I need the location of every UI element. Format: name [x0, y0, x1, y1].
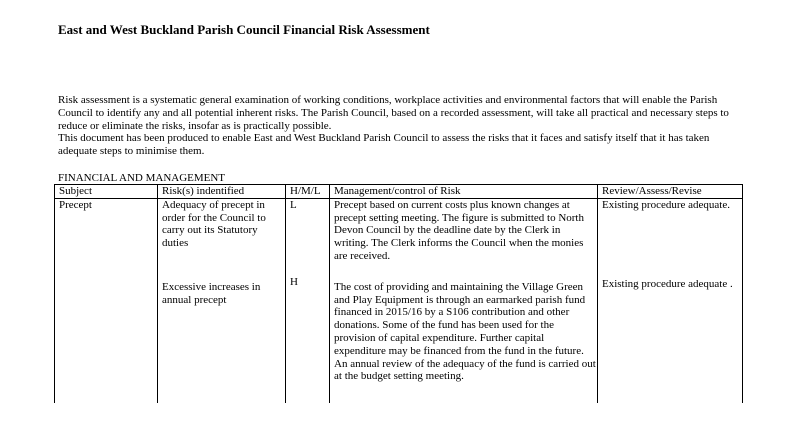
header-review: Review/Assess/Revise	[598, 185, 743, 199]
intro-paragraph: Risk assessment is a systematic general examination of working conditions, workplace activities and environmental factors that will enable the Parish Council to identify any and all potential inherent risks. The Parish Council, based on a recorded assessment, will take all practical and necessary steps to reduce or eliminate the risks, insofar as is practically possible.	[58, 94, 729, 132]
cell-management	[330, 198, 598, 403]
document-title: East and West Buckland Parish Council Financial Risk Assessment	[58, 22, 430, 37]
review-text: Existing procedure adequate .	[602, 277, 733, 290]
risk-text: Excessive increases in annual precept	[162, 280, 261, 306]
risk-table	[54, 184, 743, 403]
table-header-row	[55, 185, 743, 199]
table-row	[55, 198, 743, 403]
intro-paragraph: This document has been produced to enable East and West Buckland Parish Council to assess the risks that it faces and satisfy itself that it has taken adequate steps to minimise them.	[58, 132, 710, 158]
section-heading: FINANCIAL AND MANAGEMENT	[58, 172, 226, 184]
header-management: Management/control of Risk	[330, 185, 598, 199]
cell-review	[598, 198, 743, 403]
header-subject: Subject	[55, 185, 158, 199]
level-text: H	[290, 275, 298, 288]
cell-level	[286, 198, 330, 403]
header-risks: Risk(s) indentified	[158, 185, 286, 199]
review-text: Existing procedure adequate.	[602, 198, 730, 211]
cell-subject	[55, 198, 158, 403]
management-text: The cost of providing and maintaining the Village Green and Play Equipment is through an earmarked parish fund financed in 2015/16 by a S106 contribution and other donations. Some of the fund has been used for the provision of capital expenditure. Further capital expenditure may be financed from the fund in the future. An annual review of the adequacy of the fund is carried out at the budget setting meeting.	[334, 280, 596, 383]
header-level: H/M/L	[286, 185, 330, 199]
level-text: L	[290, 198, 297, 211]
subject-text: Precept	[59, 198, 92, 211]
risk-text: Adequacy of precept in order for the Council to carry out its Statutory duties	[162, 198, 266, 250]
cell-risks	[158, 198, 286, 403]
management-text: Precept based on current costs plus known changes at precept setting meeting. The figure is submitted to North Devon Council by the deadline date by the Clerk in writing. The Clerk informs the Council when the monies are received.	[334, 198, 584, 262]
intro-text	[58, 94, 748, 158]
